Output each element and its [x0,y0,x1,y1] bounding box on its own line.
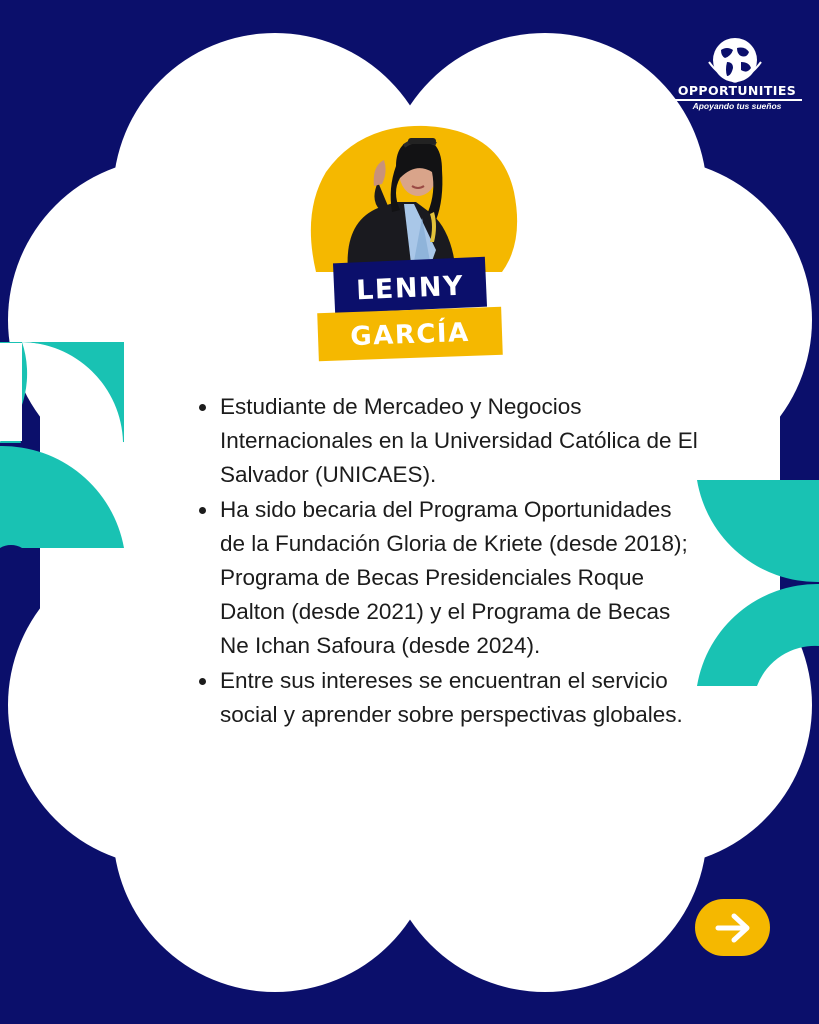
globe-icon [707,36,763,84]
bio-item-education: Estudiante de Mercadeo y Negocios Internacionales en la Universidad Católica de El Salvador (UNICAES). [220,390,702,493]
profile-first-name: LENNY [333,257,487,314]
bio-item-scholarships: Ha sido becaria del Programa Oportunidades de la Fundación Gloria de Kriete (desde 2018); Programa de Becas Presidenciales Roque Dalton (desde 2021) y el Programa de Becas Ne Ichan Safoura (desde 2024). [220,493,702,664]
bio-list [190,390,702,732]
profile-portrait [296,122,528,272]
brand-name: OPPORTUNITIES [677,83,797,98]
next-button[interactable] [695,899,770,956]
brand-tagline: Apoyando tus sueños [692,101,782,111]
profile-last-name: GARCÍA [317,307,503,361]
brand-logo [662,36,812,116]
bio-item-interests: Entre sus intereses se encuentran el servicio social y aprender sobre perspectivas globales. [220,664,702,732]
arrow-right-icon [714,912,752,944]
